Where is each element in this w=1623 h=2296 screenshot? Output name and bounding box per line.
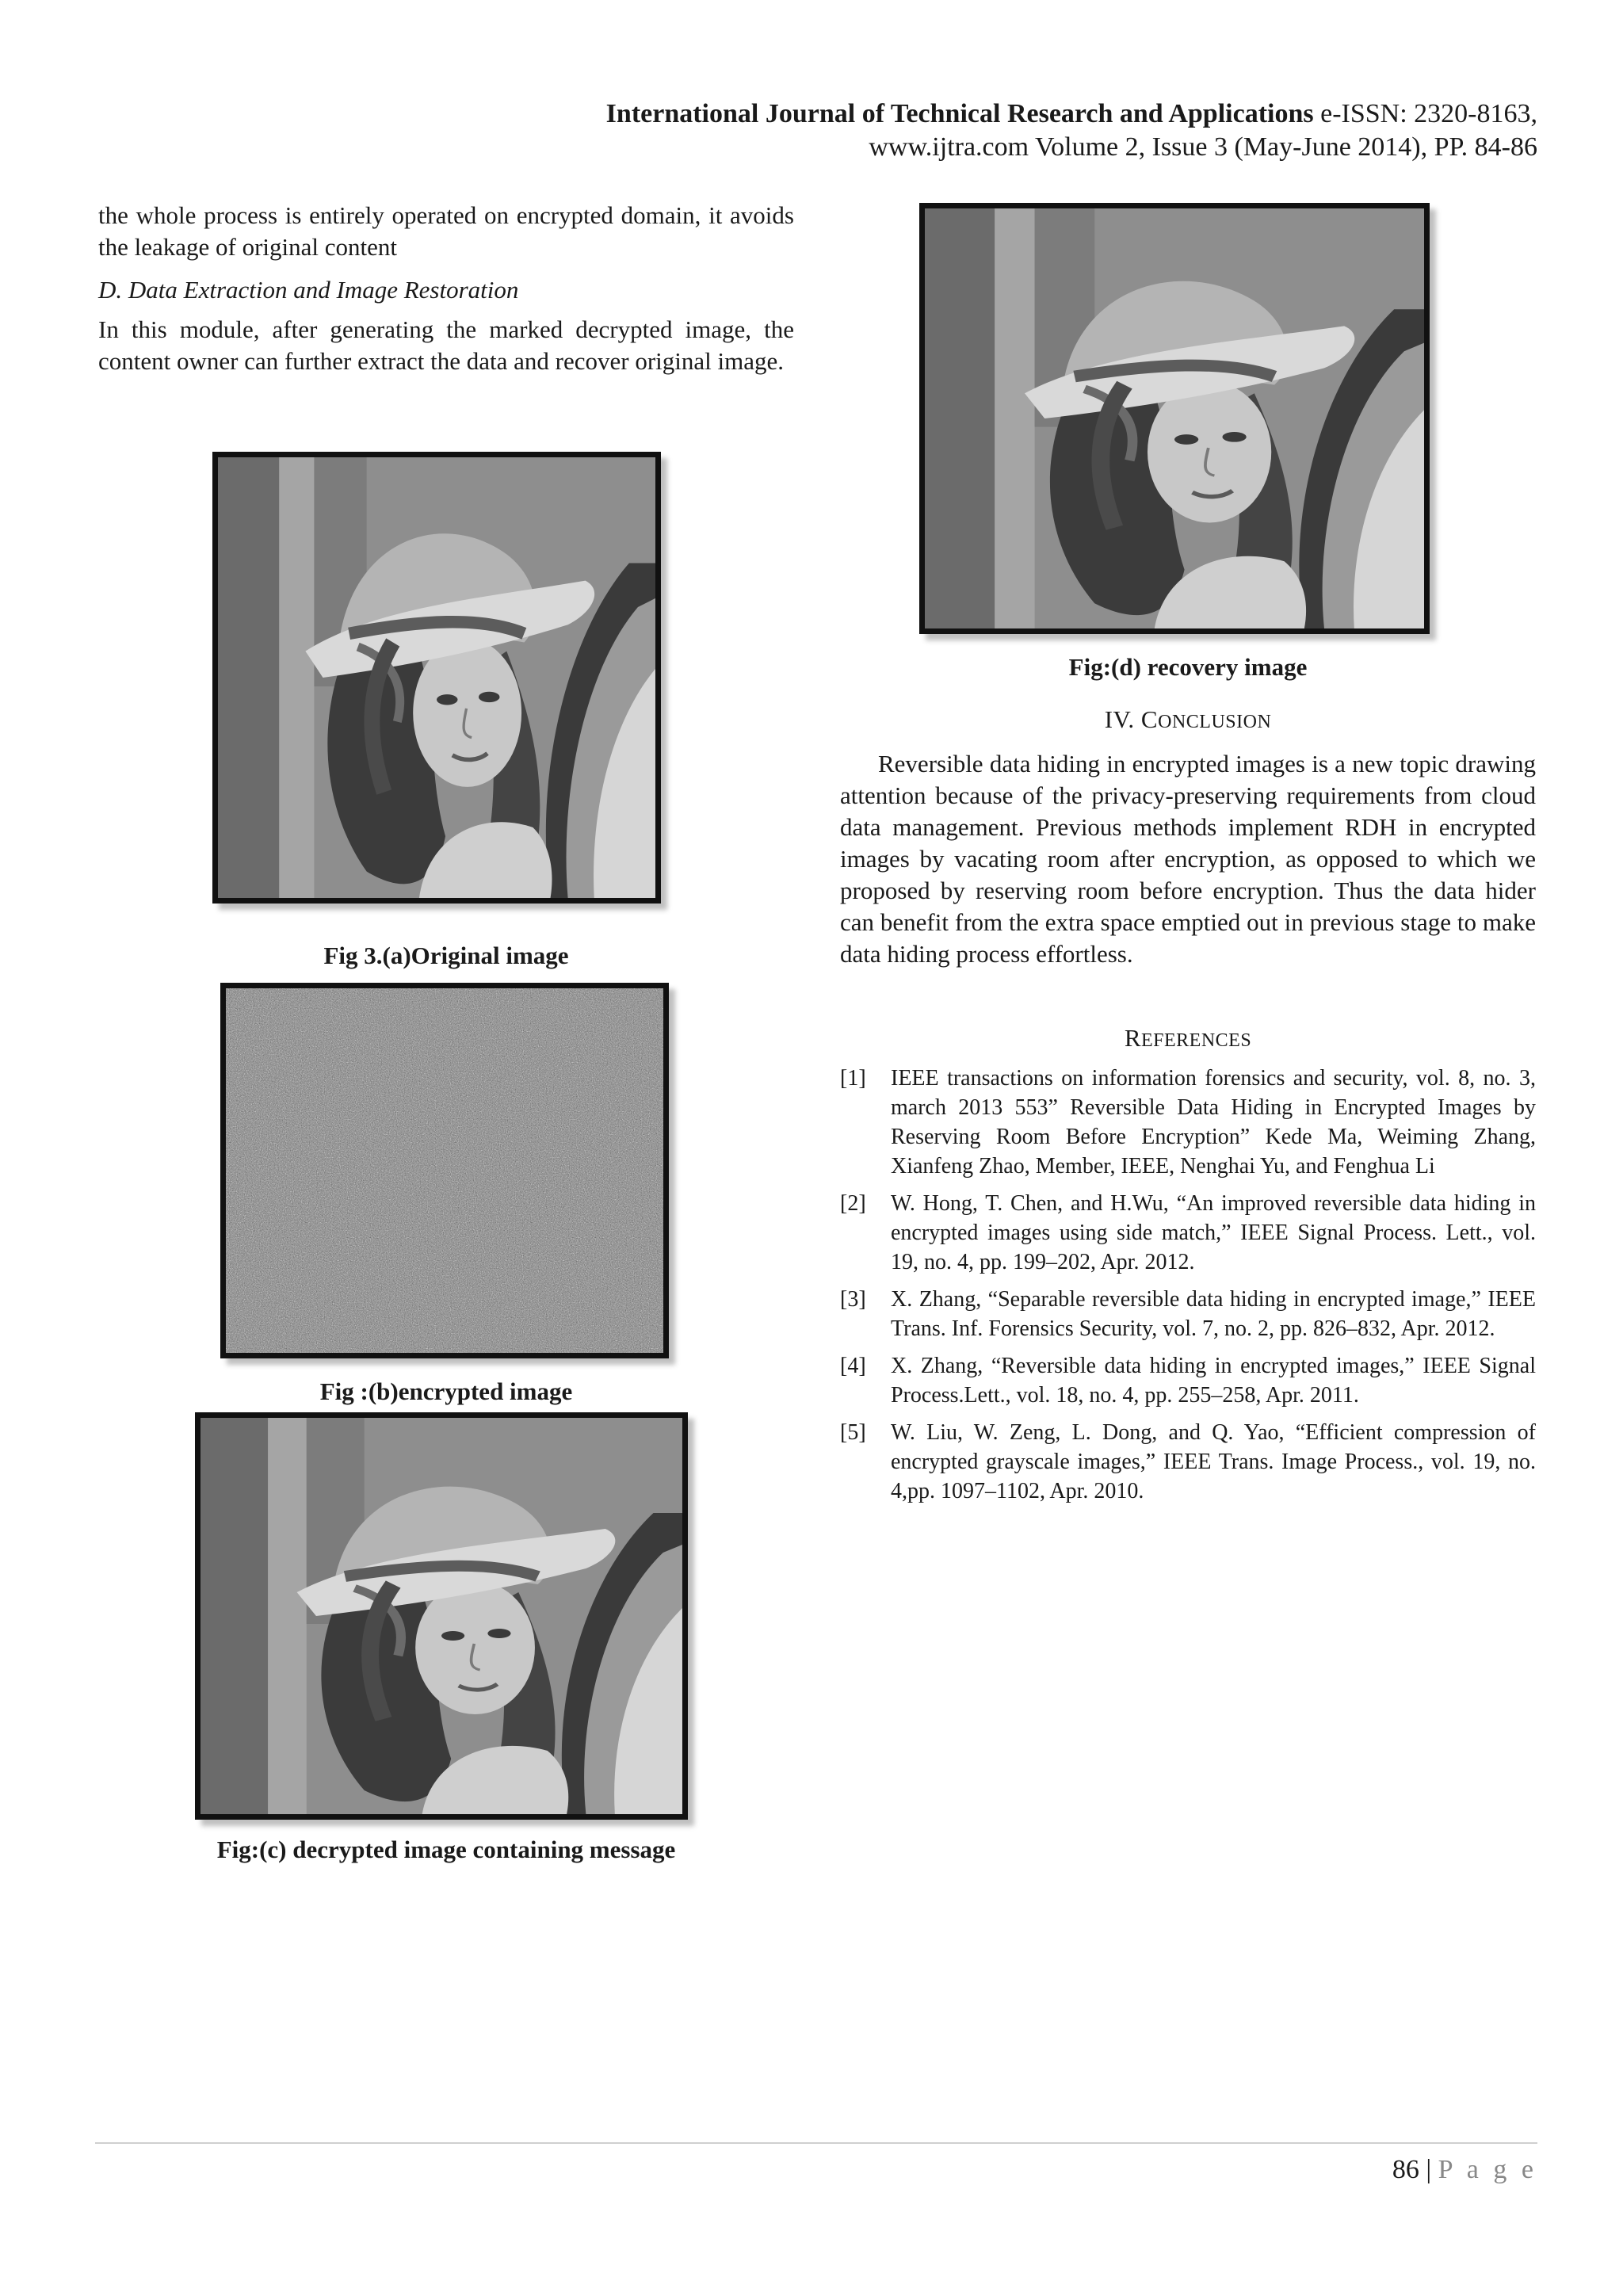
figure-original-image <box>212 452 661 904</box>
figure-decrypted-image <box>195 1412 688 1820</box>
conclusion-heading-numeral: IV. C <box>1104 705 1159 733</box>
journal-volume-line: www.ijtra.com Volume 2, Issue 3 (May-June 2014), PP. 84-86 <box>869 132 1537 162</box>
figure-encrypted-caption: Fig :(b)encrypted image <box>319 1377 573 1405</box>
figure-recovery-image <box>919 203 1430 634</box>
figure-recovery-caption: Fig:(d) recovery image <box>1068 653 1308 681</box>
reference-number: [5] <box>840 1420 866 1445</box>
conclusion-heading <box>840 704 1536 738</box>
page-number: 86 <box>1392 2155 1419 2184</box>
references-heading-first: R <box>1124 1024 1141 1052</box>
encrypted-noise-illustration <box>226 988 663 1353</box>
reference-item <box>840 1418 1536 1506</box>
figure-decrypted-caption: Fig:(c) decrypted image containing message <box>216 1836 676 1863</box>
reference-text: W. Hong, T. Chen, and H.Wu, “An improved reversible data hiding in encrypted images using side match,” IEEE Signal Process. Lett., vol. 19, no. 4, pp. 199–202, Apr. 2012. <box>891 1191 1536 1274</box>
subsection-heading: D. Data Extraction and Image Restoration <box>98 276 519 304</box>
references-heading <box>840 1022 1536 1056</box>
reference-number: [4] <box>840 1354 866 1378</box>
reference-number: [2] <box>840 1191 866 1216</box>
decrypted-image-illustration <box>200 1418 682 1814</box>
journal-name: International Journal of Technical Research and Applications <box>605 99 1314 128</box>
left-column-text <box>98 200 794 377</box>
page-footer <box>1392 2154 1537 2186</box>
recovery-image-illustration <box>925 208 1424 628</box>
reference-number: [1] <box>840 1066 866 1091</box>
reference-text: X. Zhang, “Separable reversible data hiding in encrypted image,” IEEE Trans. Inf. Forensics Security, vol. 7, no. 2, pp. 826–832, Apr. 2012. <box>891 1287 1536 1341</box>
subsection-paragraph: In this module, after generating the marked decrypted image, the content owner can further extract the data and recover original image. <box>98 315 794 375</box>
journal-header-title <box>606 98 1537 130</box>
reference-item <box>840 1351 1536 1410</box>
conclusion-heading-rest: ONCLUSION <box>1158 712 1272 732</box>
footer-rule <box>95 2142 1537 2144</box>
conclusion-paragraph: Reversible data hiding in encrypted images is a new topic drawing attention because of the privacy-preserving requirements from cloud data management. Previous methods implement RDH in encrypted images by vacating room after encryption, as opposed to which we proposed by reserving room before encryption. Thus the data hider can benefit from the extra space emptied out in previous stage to make data hiding process effortless. <box>840 750 1536 968</box>
reference-item <box>840 1064 1536 1181</box>
reference-text: W. Liu, W. Zeng, L. Dong, and Q. Yao, “Efficient compression of encrypted grayscale images,” IEEE Trans. Image Process., vol. 19, no. 4,pp. 1097–1102, Apr. 2010. <box>891 1420 1536 1503</box>
journal-issn: e-ISSN: 2320-8163, <box>1313 99 1537 128</box>
references-heading-rest: EFERENCES <box>1141 1030 1252 1051</box>
intro-paragraph: the whole process is entirely operated on encrypted domain, it avoids the leakage of original content <box>98 201 794 261</box>
figure-original-caption: Fig 3.(a)Original image <box>323 942 569 969</box>
reference-text: X. Zhang, “Reversible data hiding in encrypted images,” IEEE Signal Process.Lett., vol. 18, no. 4, pp. 255–258, Apr. 2011. <box>891 1354 1536 1408</box>
original-image-illustration <box>218 457 655 898</box>
reference-item <box>840 1189 1536 1277</box>
page-label: P a g e <box>1438 2155 1537 2184</box>
references-list <box>840 1064 1536 1514</box>
conclusion-body <box>840 748 1536 970</box>
reference-number: [3] <box>840 1287 866 1312</box>
reference-text: IEEE transactions on information forensics and security, vol. 8, no. 3, march 2013 553” Reversible Data Hiding in Encrypted Images by Reserving Room Before Encryption” Kede Ma, Weiming Zhang, Xianfeng Zhao, Member, IEEE, Nenghai Yu, and Fenghua Li <box>891 1066 1536 1179</box>
reference-item <box>840 1285 1536 1343</box>
page-separator: | <box>1419 2155 1438 2184</box>
figure-encrypted-image <box>220 983 669 1358</box>
